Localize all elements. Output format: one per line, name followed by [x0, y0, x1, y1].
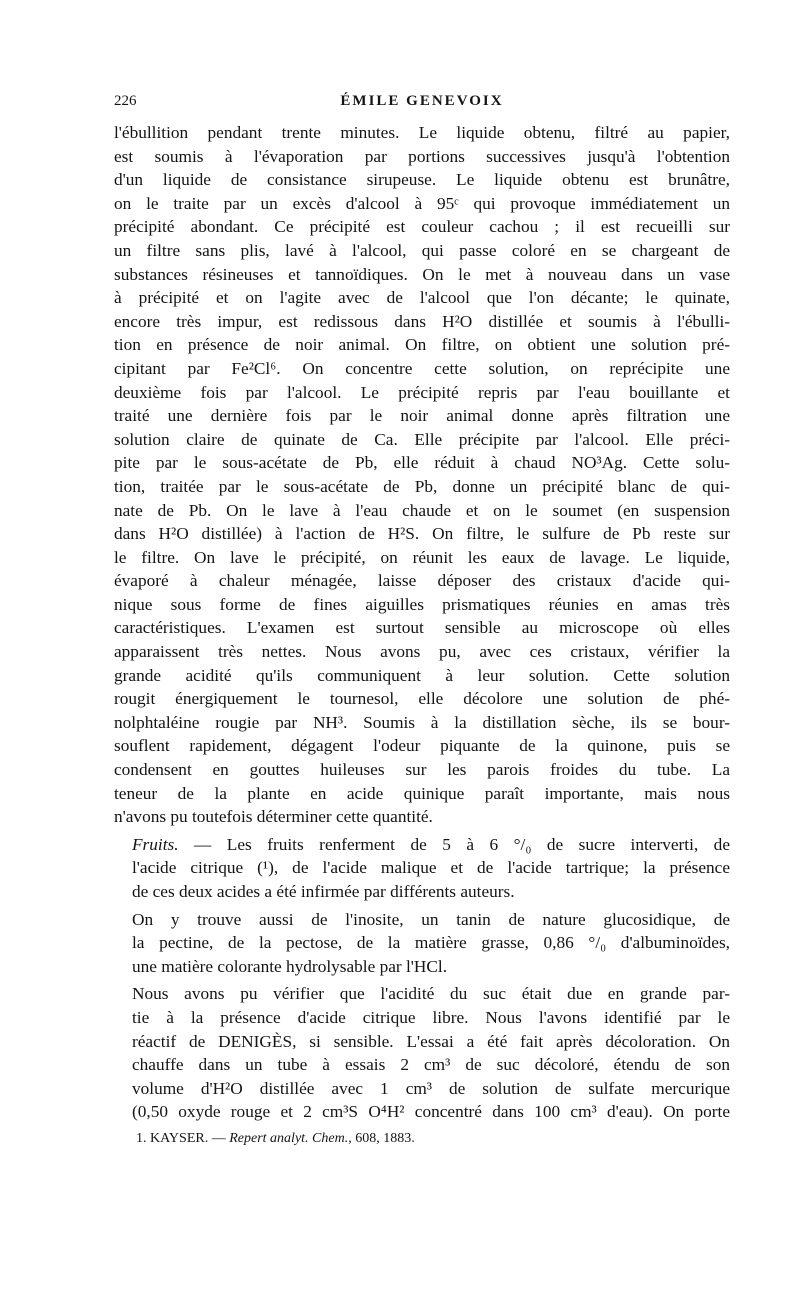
text-line: d'un liquide de consistance sirupeuse. Le liquide obtenu est brunâtre,: [114, 170, 730, 190]
footnote: [114, 1131, 730, 1147]
paragraph-inosite: [114, 908, 730, 979]
text-line: le filtre. On lave le précipité, on réunit les eaux de lavage. Le liquide,: [114, 547, 730, 567]
text-line: l'ébullition pendant trente minutes. Le liquide obtenu, filtré au papier,: [114, 123, 730, 142]
text-line: On y trouve aussi de l'inosite, un tanin de nature glucosidique, de: [132, 909, 730, 929]
text-line: chauffe dans un tube à essais 2 cm³ de suc décoloré, étendu de son: [132, 1055, 730, 1075]
text-line: dans H²O distillée) à l'action de H²S. On filtre, le sulfure de Pb reste sur: [114, 524, 730, 544]
paragraph-fruits: [114, 833, 730, 904]
footnote-title: Repert analyt. Chem.: [229, 1131, 349, 1146]
text-line: solution claire de quinate de Ca. Elle précipite par l'alcool. Elle préci-: [114, 429, 730, 449]
body-text: [114, 121, 730, 1124]
text-line: n'avons pu toutefois déterminer cette quantité.: [114, 807, 433, 827]
text-line: encore très impur, est redissous dans H²O distillée et soumis à l'ébulli-: [114, 311, 730, 331]
text-line: tion en présence de noir animal. On filtre, on obtient une solution pré-: [114, 335, 730, 355]
text-line: (0,50 oxyde rouge et 2 cm³S O⁴H² concentré dans 100 cm³ d'eau). On porte: [132, 1102, 730, 1122]
text-line: teneur de la plante en acide quinique paraît importante, mais nous: [114, 783, 730, 803]
text-line: souflent rapidement, dégagent l'odeur piquante de la quinone, puis se: [114, 736, 730, 756]
text-line: tion, traitée par le sous-acétate de Pb, donne un précipité blanc de qui-: [114, 476, 730, 496]
text-line: grande acidité qu'ils communiquent à leur solution. Cette solution: [114, 665, 730, 685]
text-line: condensent en gouttes huileuses sur les parois froides du tube. La: [114, 760, 730, 780]
text-line: tie à la présence d'acide citrique libre. Nous l'avons identifié par le: [132, 1007, 730, 1027]
text-line: rougit énergiquement le tournesol, elle décolore une solution de phé-: [114, 689, 730, 709]
text-line: traité une dernière fois par le noir animal donne après filtration une: [114, 406, 730, 426]
footnote-dash: —: [208, 1131, 230, 1146]
text-line: est soumis à l'évaporation par portions successives jusqu'à l'obtention: [114, 146, 730, 166]
text-line: l'acide citrique (¹), de l'acide malique et de l'acide tartrique; la présence: [132, 858, 730, 878]
text-line: substances résineuses et tannoïdiques. On le met à nouveau dans un vase: [114, 264, 730, 284]
text-line: Nous avons pu vérifier que l'acidité du suc était due en grande par-: [132, 984, 730, 1004]
text-line: la pectine, de la pectose, de la matière grasse, 0,86 °/₀ d'albuminoïdes,: [132, 933, 730, 953]
text-line: deuxième fois par l'alcool. Le précipité repris par l'eau bouillante et: [114, 382, 730, 402]
text-line: une matière colorante hydrolysable par l'HCl.: [132, 956, 448, 976]
page-number: 226: [114, 93, 137, 109]
text-line: évaporé à chaleur ménagée, laisse déposer des cristaux d'acide qui-: [114, 571, 730, 591]
text-line: cipitant par Fe²Cl⁶. On concentre cette solution, on reprécipite une: [114, 358, 730, 378]
text-line: précipité abondant. Ce précipité est couleur cachou ; il est recueilli sur: [114, 217, 730, 237]
paragraph-extraction: [114, 121, 730, 829]
footnote-author: KAYSER.: [150, 1131, 209, 1146]
text-line: nolphtaléine rougie par NH³. Soumis à la distillation sèche, ils se bour-: [114, 712, 730, 732]
paragraph-acidity: [114, 982, 730, 1124]
text-line: réactif de DENIGÈS, si sensible. L'essai a été fait après décoloration. On: [132, 1031, 730, 1051]
text-line: apparaissent très nettes. Nous avons pu, avec ces cristaux, vérifier la: [114, 642, 730, 662]
text-line: nate de Pb. On le lave à l'eau chaude et on le soumet (en suspension: [114, 500, 730, 520]
running-title: ÉMILE GENEVOIX: [340, 93, 504, 109]
footnote-number: 1.: [136, 1131, 147, 1146]
text-line: à précipité et on l'agite avec de l'alcool que l'on décante; le quinate,: [114, 288, 730, 308]
text-line: pite par le sous-acétate de Pb, elle réduit à chaud NO³Ag. Cette solu-: [114, 453, 730, 473]
text-line: caractéristiques. L'examen est surtout sensible au microscope où elles: [114, 618, 730, 638]
text-line: on le traite par un excès d'alcool à 95ᶜ qui provoque immédiatement un: [114, 193, 730, 213]
text-line: un filtre sans plis, lavé à l'alcool, qui passe coloré en se chargeant de: [114, 240, 730, 260]
section-label-fruits: Fruits.: [132, 834, 179, 854]
text-line: [114, 833, 730, 857]
page-header: [114, 93, 730, 113]
footnote-reference: , 608, 1883.: [348, 1131, 415, 1146]
text-line: de ces deux acides a été infirmée par différents auteurs.: [132, 882, 515, 901]
text-line: nique sous forme de fines aiguilles prismatiques réunies en amas très: [114, 594, 730, 614]
text-line: volume d'H²O distillée avec 1 cm³ de solution de sulfate mercurique: [132, 1078, 730, 1098]
text-fragment: — Les fruits renferment de 5 à 6 °/₀ de sucre interverti, de: [178, 834, 730, 854]
